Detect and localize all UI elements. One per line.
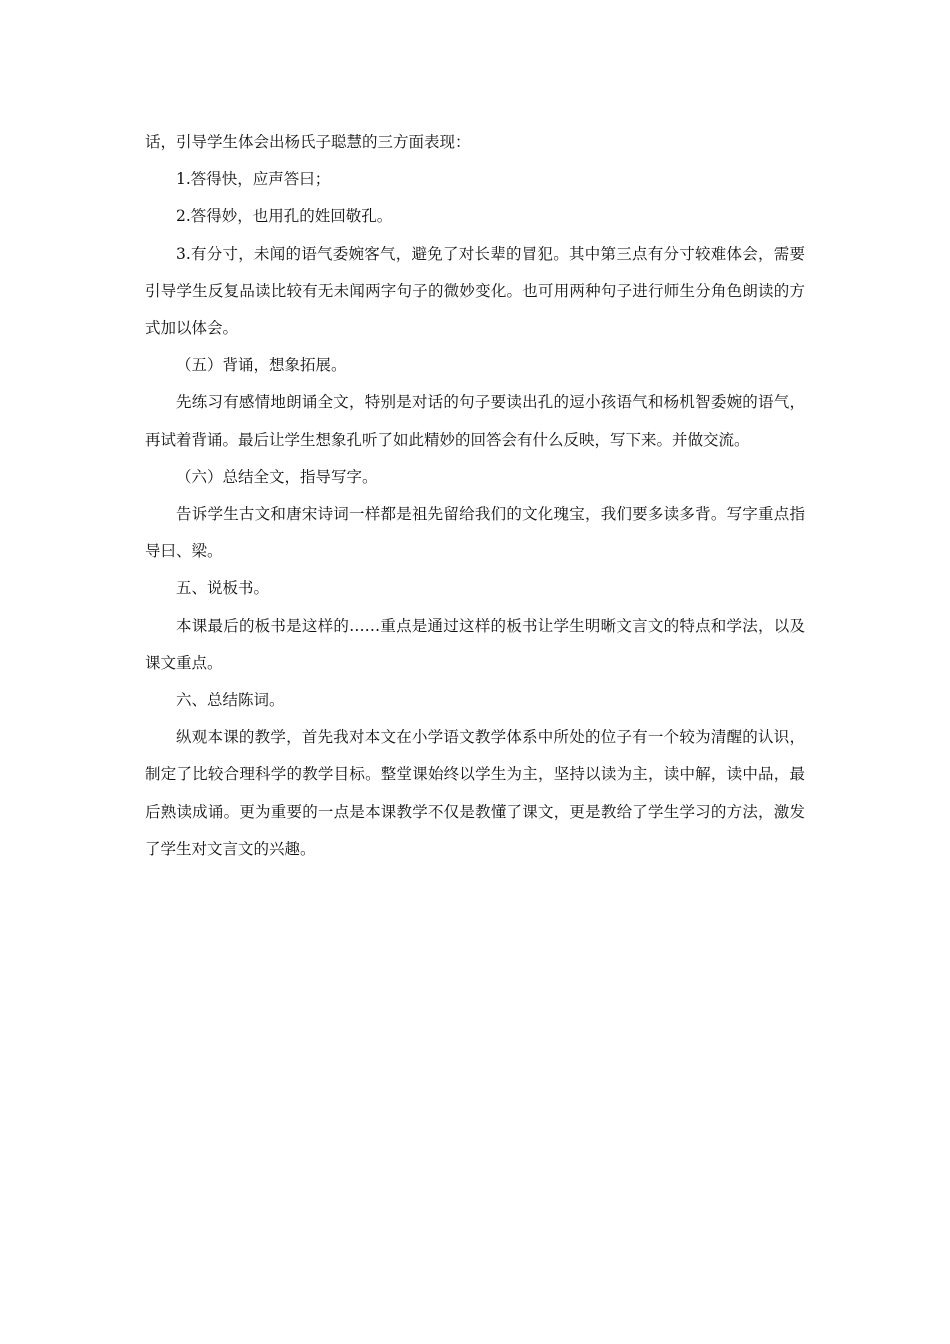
- list-item-2: 2.答得妙，也用孔的姓回敬孔。: [176, 207, 393, 226]
- list-item-3: 3.有分寸，未闻的语气委婉客气，避免了对长辈的冒犯。其中第三点有分寸较难体会，需要引导学生反复品读比较有无未闻两字句子的微妙变化。也可用两种句子进行师生分角色朗读的方式加以体会。: [145, 244, 805, 338]
- paragraph-summary: 告诉学生古文和唐宋诗词一样都是祖先留给我们的文化瑰宝，我们要多读多背。写字重点指导曰、梁。: [145, 505, 805, 561]
- section-heading-summary: （六）总结全文，指导写字。: [176, 467, 378, 486]
- list-item-1: 1.答得快，应声答曰；: [176, 170, 331, 189]
- section-heading-blackboard: 五、说板书。: [176, 579, 270, 598]
- paragraph-recite: 先练习有感情地朗诵全文，特别是对话的句子要读出孔的逗小孩语气和杨机智委婉的语气，再试着背诵。最后让学生想象孔听了如此精妙的回答会有什么反映，写下来。并做交流。: [145, 393, 805, 449]
- paragraph-blackboard: 本课最后的板书是这样的……重点是通过这样的板书让学生明晰文言文的特点和学法，以及课文重点。: [145, 616, 805, 672]
- section-heading-recite: （五）背诵，想象拓展。: [176, 356, 347, 375]
- paragraph-conclusion: 纵观本课的教学，首先我对本文在小学语文教学体系中所处的位子有一个较为清醒的认识，制定了比较合理科学的教学目标。整堂课始终以学生为主，坚持以读为主，读中解，读中品，最后熟读成诵。更为重要的一点是本课教学不仅是教懂了课文，更是教给了学生学习的方法，激发了学生对文言文的兴趣。: [145, 728, 805, 858]
- paragraph-continuation: 话，引导学生体会出杨氏子聪慧的三方面表现：: [145, 133, 471, 151]
- section-heading-conclusion: 六、总结陈词。: [176, 691, 285, 710]
- document-body: [145, 124, 805, 868]
